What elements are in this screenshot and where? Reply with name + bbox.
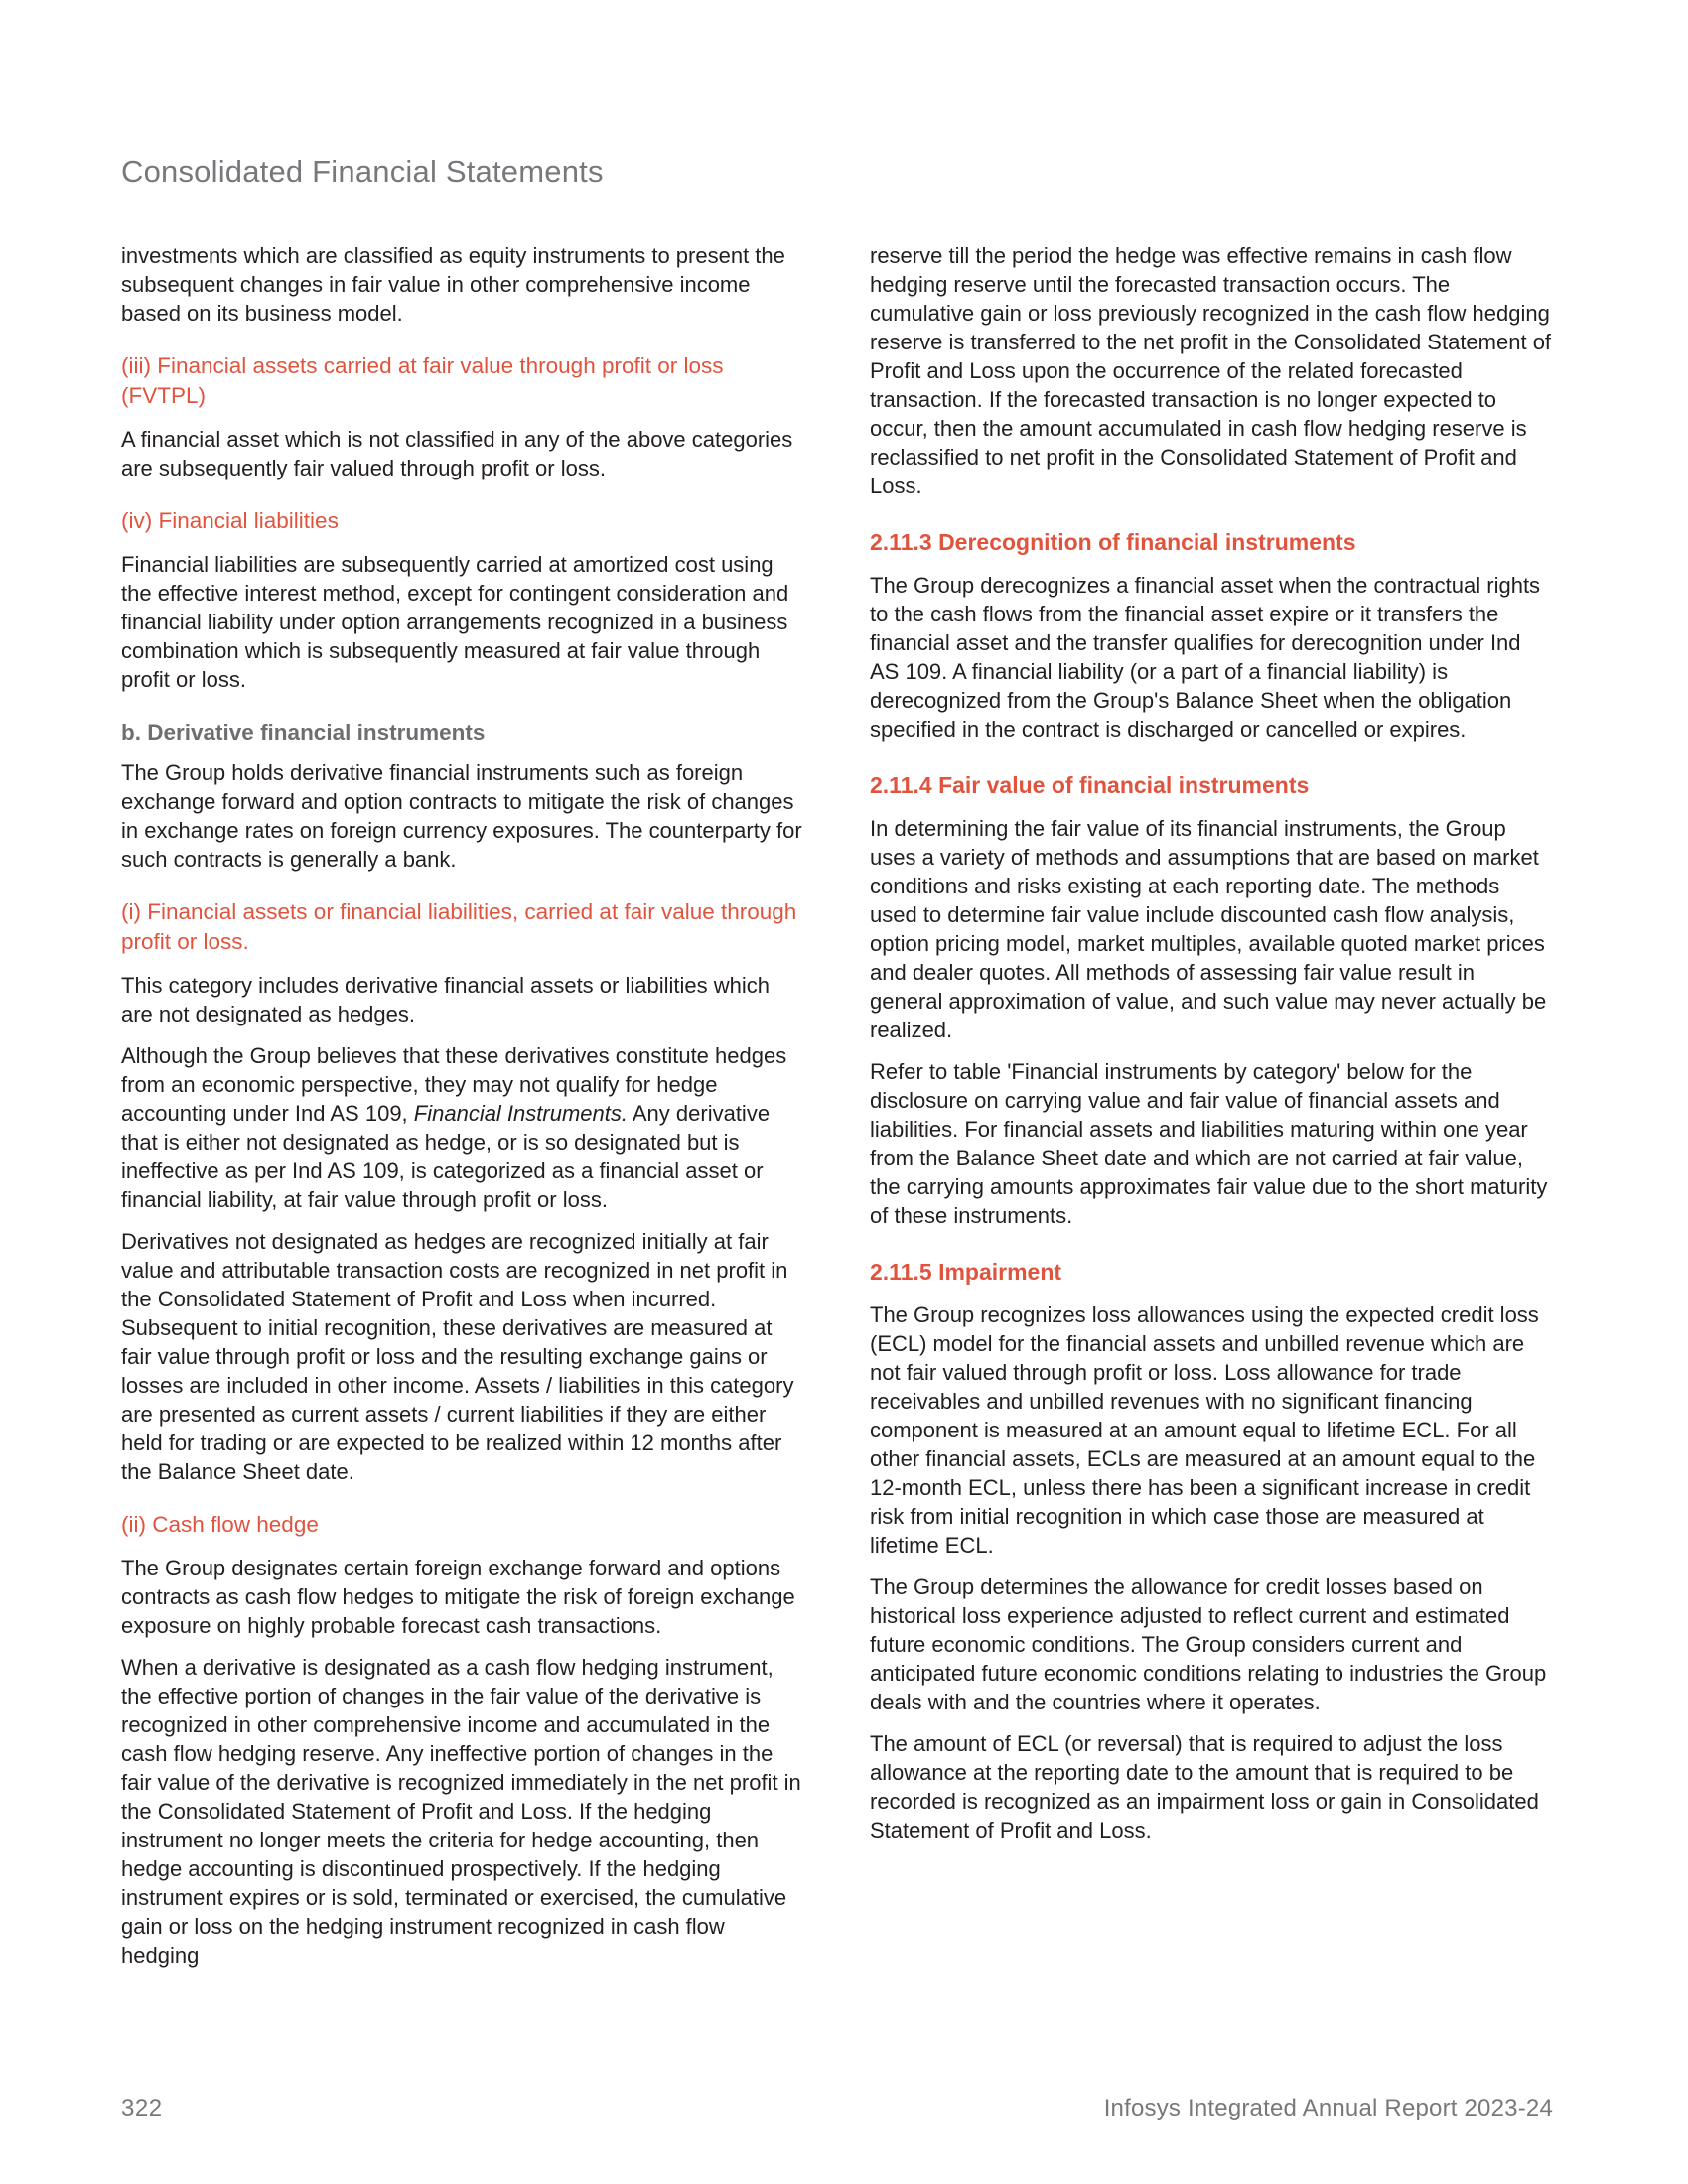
body-paragraph: The Group determines the allowance for credit losses based on historical loss experience adjusted to reflect current and estimated future economic conditions. The Group considers current and anticipated future economic conditions relating to industries the Group deals with and the countries where it operates. [870, 1574, 1547, 1714]
body-paragraph: A financial asset which is not classified in any of the above categories are subsequently fair valued through profit or loss. [121, 427, 793, 480]
page-number: 322 [121, 2095, 163, 2121]
two-column-body [121, 241, 1553, 1982]
numbered-section-heading: 2.11.3 Derecognition of financial instruments [870, 529, 1356, 555]
right-column [870, 241, 1553, 1857]
body-paragraph: Refer to table 'Financial instruments by category' below for the disclosure on carrying value and fair value of financial assets and liabilities. For financial assets and liabilities maturing within one year from the Balance Sheet date and which are not carried at fair value, the carrying amounts approximates fair value due to the short maturity of these instruments. [870, 1059, 1548, 1228]
sub-item-heading: (ii) Cash flow hedge [121, 1512, 319, 1537]
body-paragraph: The Group holds derivative financial instruments such as foreign exchange forward and option contracts to mitigate the risk of changes in exchange rates on foreign currency exposures. The counterparty for such contracts is generally a bank. [121, 760, 802, 872]
body-paragraph [121, 1041, 804, 1214]
body-paragraph: reserve till the period the hedge was effective remains in cash flow hedging reserve until the forecasted transaction occurs. The cumulative gain or loss previously recognized in the cash flow hedging reserve is transferred to the net profit in the Consolidated Statement of Profit and Loss upon the occurrence of the related forecasted transaction. If the forecasted transaction is no longer expected to occur, then the amount accumulated in cash flow hedging reserve is reclassified to net profit in the Consolidated Statement of Profit and Loss. [870, 243, 1552, 498]
left-column [121, 241, 804, 1982]
body-paragraph: When a derivative is designated as a cash flow hedging instrument, the effective portion of changes in the fair value of the derivative is recognized in other comprehensive income and accumulated in the cash flow hedging reserve. Any ineffective portion of changes in the fair value of the derivative is recognized immediately in the net profit in the Consolidated Statement of Profit and Loss. If the hedging instrument no longer meets the criteria for hedge accounting, then hedge accounting is discontinued prospectively. If the hedging instrument expires or is sold, terminated or exercised, the cumulative gain or loss on the hedging instrument recognized in cash flow hedging [121, 1655, 801, 1968]
sub-item-heading: (iv) Financial liabilities [121, 508, 339, 533]
lettered-subsection-heading: b. Derivative financial instruments [121, 720, 486, 745]
body-paragraph: investments which are classified as equity instruments to present the subsequent changes in fair value in other comprehensive income based on its business model. [121, 243, 785, 326]
body-paragraph: In determining the fair value of its financial instruments, the Group uses a variety of methods and assumptions that are based on market conditions and risks existing at each reporting date. The methods used to determine fair value include discounted cash flow analysis, option pricing model, market multiples, available quoted market prices and dealer quotes. All methods of assessing fair value result in general approximation of value, and such value may never actually be realized. [870, 816, 1547, 1042]
body-paragraph: The Group designates certain foreign exchange forward and options contracts as cash flow hedges to mitigate the risk of foreign exchange exposure on highly probable forecast cash transactions. [121, 1556, 795, 1638]
numbered-section-heading: 2.11.4 Fair value of financial instruments [870, 772, 1310, 798]
text-segment: Any derivative that is either not designated as hedge, or is so designated but is ineffective as per Ind AS 109, is categorized as a financial asset or financial liability, at fair value through profit or loss. [121, 1101, 771, 1212]
text-segment: Although the Group believes that these derivatives constitute hedges from an economic perspective, they may not qualify for hedge accounting under Ind AS 109, [121, 1043, 787, 1126]
body-paragraph: The amount of ECL (or reversal) that is required to adjust the loss allowance at the reporting date to the amount that is required to be recorded is recognized as an impairment loss or gain in Consolidated Statement of Profit and Loss. [870, 1731, 1539, 1843]
page-title: Consolidated Financial Statements [121, 154, 604, 189]
page-footer [121, 2095, 1553, 2122]
footer-report-title: Infosys Integrated Annual Report 2023-24 [1103, 2095, 1553, 2121]
numbered-section-heading: 2.11.5 Impairment [870, 1259, 1062, 1285]
sub-item-heading: (iii) Financial assets carried at fair value through profit or loss (FVTPL) [121, 353, 724, 408]
body-paragraph: Financial liabilities are subsequently carried at amortized cost using the effective interest method, except for contingent consideration and financial liability under option arrangements recognized in a business combination which is subsequently measured at fair value through profit or loss. [121, 552, 789, 692]
sub-item-heading: (i) Financial assets or financial liabilities, carried at fair value through profit or loss. [121, 899, 797, 954]
body-paragraph: The Group derecognizes a financial asset when the contractual rights to the cash flows from the financial asset expire or it transfers the financial asset and the transfer qualifies for derecognition under Ind AS 109. A financial liability (or a part of a financial liability) is derecognized from the Group's Balance Sheet when the obligation specified in the contract is discharged or cancelled or expires. [870, 573, 1541, 742]
body-paragraph: The Group recognizes loss allowances using the expected credit loss (ECL) model for the financial assets and unbilled revenue which are not fair valued through profit or loss. Loss allowance for trade receivables and unbilled revenues with no significant financing component is measured at an amount equal to lifetime ECL. For all other financial assets, ECLs are measured at an amount equal to the 12-month ECL, unless there has been a significant increase in credit risk from initial recognition in which case those are measured at lifetime ECL. [870, 1302, 1539, 1558]
body-paragraph: This category includes derivative financial assets or liabilities which are not designated as hedges. [121, 973, 770, 1026]
body-paragraph: Derivatives not designated as hedges are recognized initially at fair value and attributable transaction costs are recognized in net profit in the Consolidated Statement of Profit and Loss when incurred. Subsequent to initial recognition, these derivatives are measured at fair value through profit or loss and the resulting exchange gains or losses are included in other income. Assets / liabilities in this category are presented as current assets / current liabilities if they are either held for trading or are expected to be realized within 12 months after the Balance Sheet date. [121, 1229, 794, 1484]
italic-text-segment: Financial Instruments. [413, 1101, 628, 1126]
